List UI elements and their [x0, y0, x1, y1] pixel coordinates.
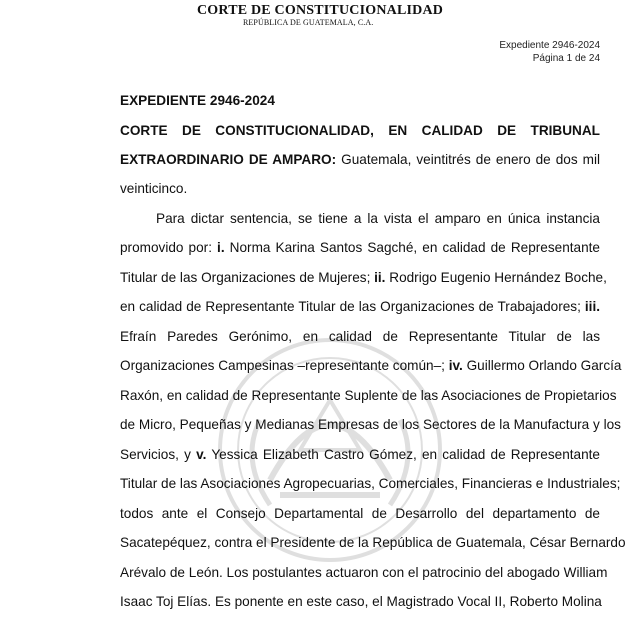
- text-run: en calidad de Representante Titular de las Organizaciones de Trabajadores;: [120, 299, 585, 314]
- court-header-subtitle: REPÚBLICA DE GUATEMALA, C.A.: [243, 18, 374, 27]
- text-run: Rodrigo Eugenio Hernández Boche,: [385, 270, 607, 285]
- paragraph-line-9: [120, 446, 600, 464]
- ordinal-ii: ii.: [374, 270, 386, 285]
- text-run: promovido por:: [120, 240, 218, 255]
- expediente-number: Expediente 2946-2024: [499, 40, 600, 51]
- court-line-3: veinticinco.: [120, 181, 188, 196]
- paragraph-line-8: de Micro, Pequeñas y Medianas Empresas de los Sectores de la Manufactura y los: [120, 417, 621, 432]
- ordinal-iii: iii.: [584, 299, 600, 314]
- paragraph-line-6: [120, 357, 622, 375]
- ordinal-v: v.: [196, 447, 207, 462]
- paragraph-line-13: Arévalo de León. Los postulantes actuaron con el patrocinio del abogado William: [120, 565, 608, 580]
- court-line-2: [120, 151, 600, 169]
- paragraph-line-14: Isaac Toj Elías. Es ponente en este caso, el Magistrado Vocal II, Roberto Molina: [120, 594, 602, 609]
- page-meta: [499, 39, 600, 65]
- paragraph-line-7: Raxón, en calidad de Representante Suplente de las Asociaciones de Propietarios: [120, 388, 617, 403]
- paragraph-line-11: todos ante el Consejo Departamental de Desarrollo del departamento de: [120, 506, 600, 521]
- court-header-title: CORTE DE CONSTITUCIONALIDAD: [197, 3, 444, 18]
- ordinal-i: i.: [217, 240, 225, 255]
- paragraph-line-4: [120, 298, 600, 316]
- ordinal-iv: iv.: [448, 358, 463, 373]
- text-run: Guillermo Orlando García: [462, 358, 622, 373]
- paragraph-line-3: [120, 269, 607, 287]
- text-run: Servicios, y: [120, 447, 197, 462]
- text-run: Yessica Elizabeth Castro Gómez, en calidad de Representante: [206, 447, 600, 462]
- court-line-2-bold: EXTRAORDINARIO DE AMPARO:: [120, 152, 337, 167]
- text-run: Titular de las Organizaciones de Mujeres;: [120, 270, 375, 285]
- text-run: Norma Karina Santos Sagché, en calidad de Representante: [224, 240, 600, 255]
- court-line-1: CORTE DE CONSTITUCIONALIDAD, EN CALIDAD DE TRIBUNAL: [120, 123, 600, 138]
- court-line-2-rest: Guatemala, veintitrés de enero de dos mil: [336, 152, 600, 167]
- paragraph-line-12: Sacatepéquez, contra el Presidente de la República de Guatemala, César Bernardo: [120, 535, 626, 550]
- paragraph-line-2: [120, 239, 600, 257]
- paragraph-line-10: Titular de las Asociaciones Agropecuarias, Comerciales, Financieras e Industriales;: [120, 476, 621, 491]
- text-run: Organizaciones Campesinas –representante común–;: [120, 358, 449, 373]
- paragraph-line-5: Efraín Paredes Gerónimo, en calidad de Representante Titular de las: [120, 329, 600, 344]
- page-number: Página 1 de 24: [532, 53, 600, 64]
- case-heading: EXPEDIENTE 2946-2024: [120, 93, 275, 108]
- paragraph-line-1: Para dictar sentencia, se tiene a la vista el amparo en única instancia: [156, 211, 600, 226]
